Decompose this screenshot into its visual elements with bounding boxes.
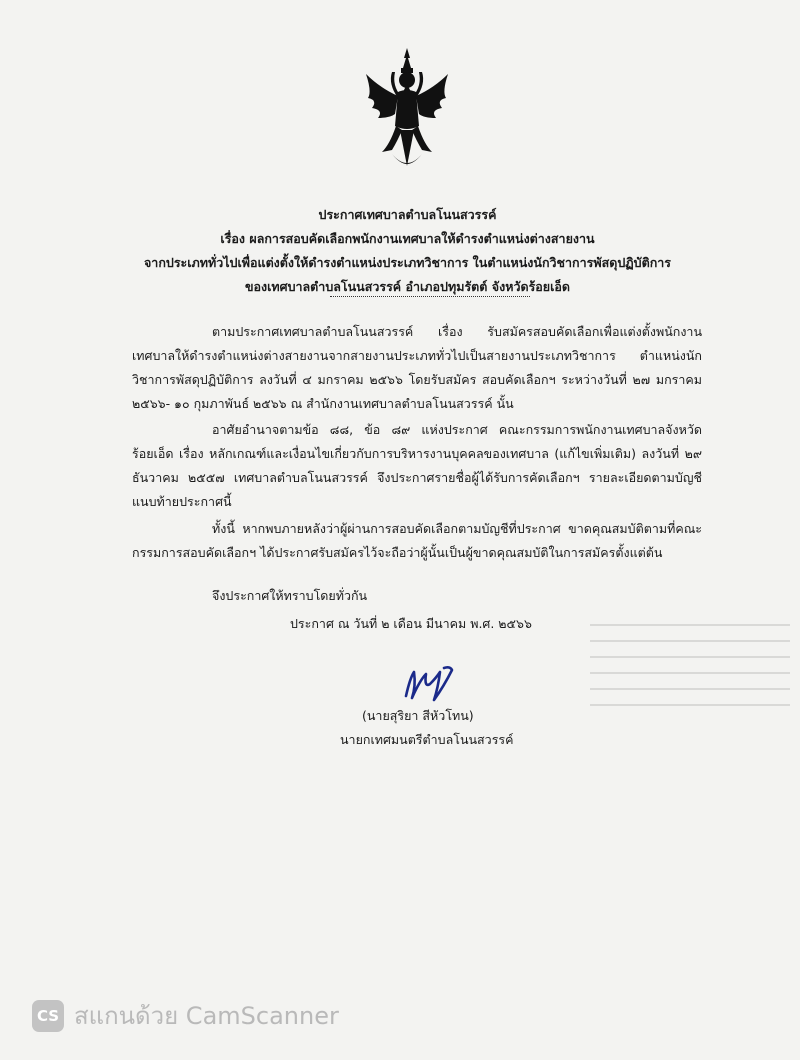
body-paragraph-3: ทั้งนี้ หากพบภายหลังว่าผู้ผ่านการสอบคัดเลือกตามบัญชีที่ประกาศ ขาดคุณสมบัติตามที่คณะกรรมการสอบคัดเลือกฯ ได้ประกาศรับสมัครไว้จะถือว่าผู้นั้นเป็นผู้ขาดคุณสมบัติในการสมัครตั้งแต่ต้น	[132, 521, 702, 560]
announcement-header	[100, 203, 715, 299]
signer-name: (นายสุริยา สีหัวโทน)	[362, 708, 474, 723]
body-paragraph-2: อาศัยอำนาจตามข้อ ๘๘, ข้อ ๘๙ แห่งประกาศ คณะกรรมการพนักงานเทศบาลจังหวัดร้อยเอ็ด เรื่อง หลักเกณฑ์และเงื่อนไขเกี่ยวกับการบริหารงานบุคคลของเทศบาล (แก้ไขเพิ่มเติม) ลงวันที่ ๒๙ ธันวาคม ๒๕๕๗ เทศบาลตำบลโนนสวรรค์ จึงประกาศรายชื่อผู้ได้รับการคัดเลือกฯ รายละเอียดตามบัญชีแนบท้ายประกาศนี้	[132, 422, 702, 509]
body-paragraph-4: จึงประกาศให้ทราบโดยทั่วกัน	[212, 588, 368, 603]
signer-position: นายกเทศมนตรีตำบลโนนสวรรค์	[340, 732, 514, 747]
announcement-subject-org: ของเทศบาลตำบลโนนสวรรค์ อำเภอปทุมรัตต์ จังหวัดร้อยเอ็ด	[244, 279, 571, 294]
announcement-issuer: ประกาศเทศบาลตำบลโนนสวรรค์	[318, 207, 497, 222]
body-paragraph-1: ตามประกาศเทศบาลตำบลโนนสวรรค์ เรื่อง รับสมัครสอบคัดเลือกเพื่อแต่งตั้งพนักงานเทศบาลให้ดำรงตำแหน่งต่างสายงานจากสายงานประเภททั่วไปเป็นสายงานประเภทวิชาการ ตำแหน่งนักวิชาการพัสดุปฏิบัติการ ลงวันที่ ๔ มกราคม ๒๕๖๖ โดยรับสมัคร สอบคัดเลือกฯ ระหว่างวันที่ ๒๗ มกราคม ๒๕๖๖- ๑๐ กุมภาพันธ์ ๒๕๖๖ ณ สำนักงานเทศบาลตำบลโนนสวรรค์ นั้น	[132, 324, 702, 411]
show-through-text	[590, 610, 790, 750]
handwritten-signature	[400, 658, 460, 708]
announcement-subject: เรื่อง ผลการสอบคัดเลือกพนักงานเทศบาลให้ดำรงตำแหน่งต่างสายงาน	[220, 231, 595, 246]
announcement-date: ประกาศ ณ วันที่ ๒ เดือน มีนาคม พ.ศ. ๒๕๖๖	[290, 616, 532, 631]
announcement-subject-cont: จากประเภททั่วไปเพื่อแต่งตั้งให้ดำรงตำแหน่งประเภทวิชาการ ในตำแหน่งนักวิชาการพัสดุปฏิบัติการ	[143, 255, 672, 270]
dotted-divider	[330, 296, 530, 297]
garuda-emblem-icon	[362, 48, 452, 178]
camscanner-logo-icon: CS	[32, 1000, 64, 1032]
camscanner-watermark	[32, 996, 339, 1035]
watermark-text: สแกนด้วย CamScanner	[74, 1002, 339, 1030]
